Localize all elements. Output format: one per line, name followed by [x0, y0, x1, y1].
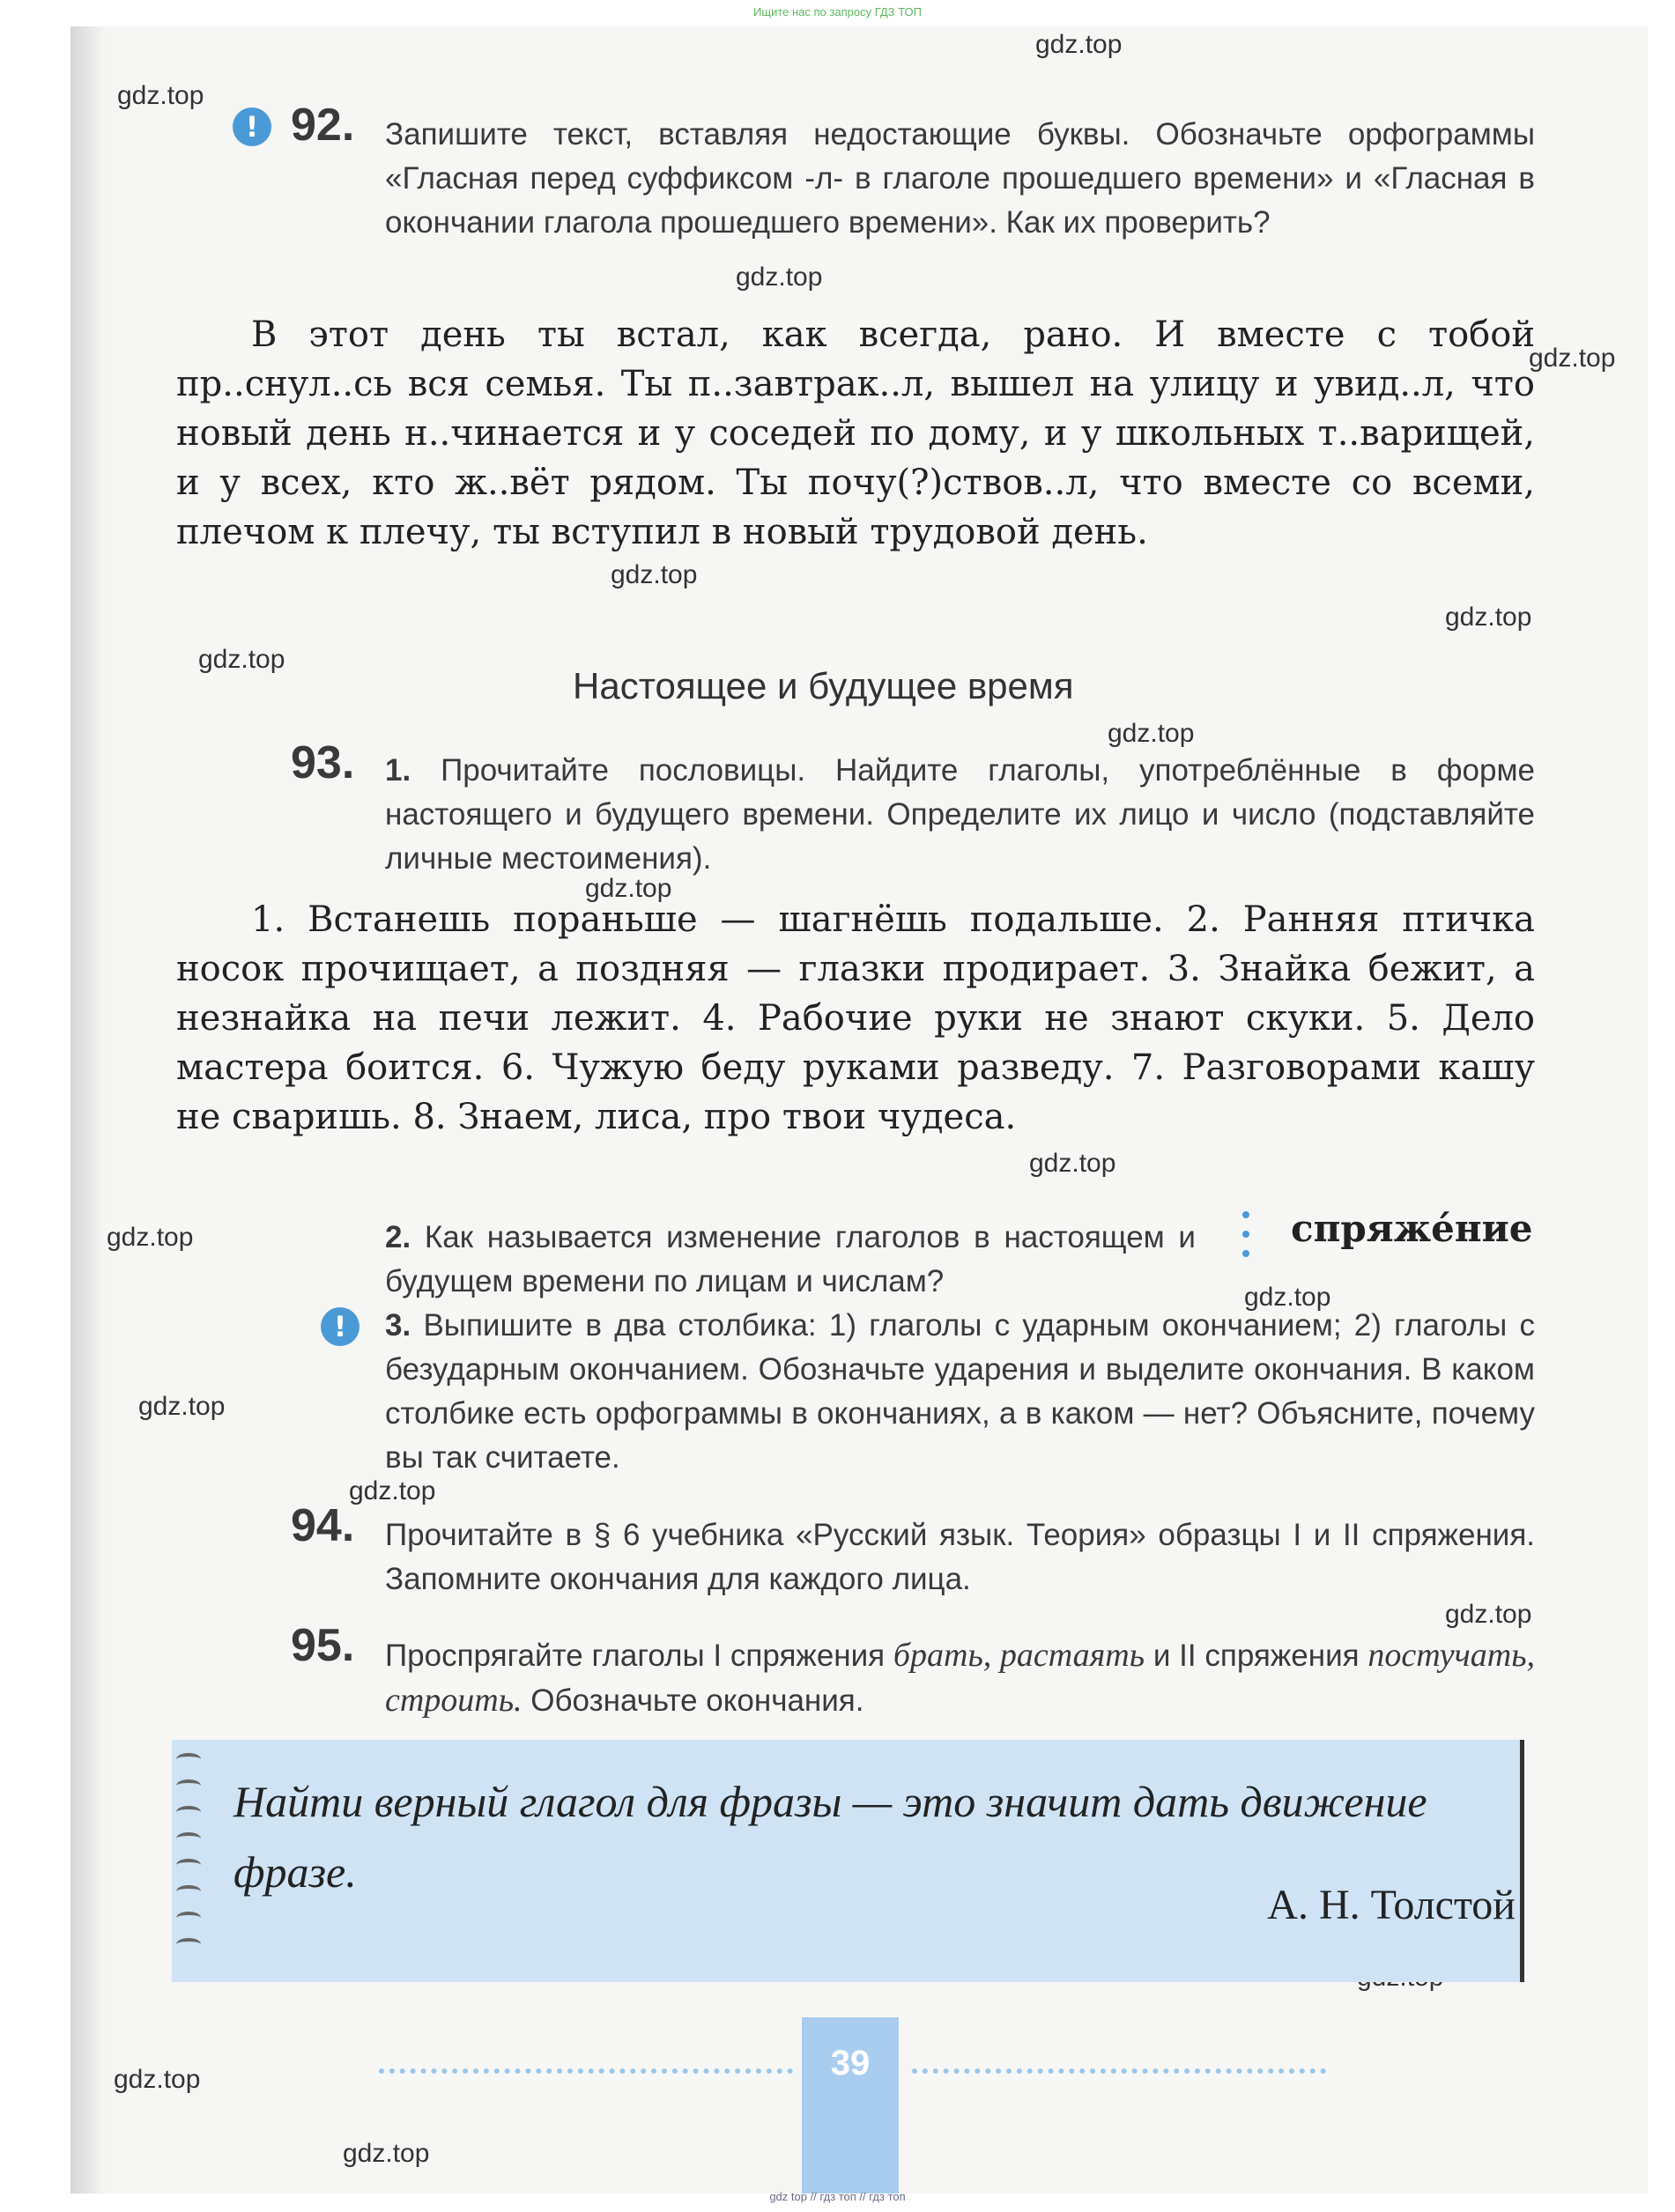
top-note: Ищите нас по запросу ГДЗ ТОП	[753, 5, 922, 18]
task-92-instruction: Запишите текст, вставляя недостающие буквы. Обозначьте орфограммы «Гласная перед суффиксом -л- в глаголе прошедшего времени» и «Гласная в окончании глагола прошедшего времени». Как их проверить?	[385, 117, 1535, 240]
watermark: gdz.top	[343, 2139, 430, 2168]
watermark: gdz.top	[1108, 719, 1195, 748]
part2-text: Как называется изменение глаголов в настоящем и будущем времени по лицам и числам?	[385, 1220, 1196, 1298]
watermark: gdz.top	[611, 560, 698, 589]
watermark: gdz.top	[1445, 603, 1532, 632]
part-number: 3.	[385, 1308, 411, 1343]
spiral-binding-icon	[176, 1753, 211, 1964]
quote-divider	[1520, 1740, 1524, 1982]
verbs-second-conjugation: постучать, строить.	[385, 1637, 1535, 1719]
term-marker	[1242, 1211, 1249, 1269]
section-heading: Настоящее и будущее время	[573, 665, 1074, 707]
task-93-part3	[385, 1304, 1535, 1480]
page-number: 39	[830, 2044, 871, 2083]
task-93-part1	[385, 749, 1535, 881]
watermark: gdz.top	[1529, 344, 1616, 373]
task-number: 95.	[291, 1620, 355, 1671]
proverbs-text: 1. Встанешь пораньше — шагнёшь подальше. 2. Ранняя птичка носок прочищает, а поздняя — глазки продирает. 3. Знайка бежит, а незнайка на печи лежит. 4. Рабочие руки не знают скуки. 5. Дело мастера боится. 6. Чужую беду руками разведу. 7. Разговорами кашу не сваришь. 8. Знаем, лиса, про твои чудеса.	[176, 899, 1535, 1137]
part-number: 1.	[385, 753, 411, 788]
text-part: и II спряжения	[1152, 1639, 1360, 1673]
attention-icon: !	[233, 107, 271, 146]
text-part: Обозначьте окончания.	[530, 1683, 864, 1718]
term-conjugation: спряжéние	[1291, 1207, 1533, 1250]
watermark: gdz.top	[1445, 1600, 1532, 1629]
watermark: gdz.top	[1035, 30, 1123, 59]
quote-author: А. Н. Толстой	[1267, 1882, 1516, 1928]
watermark: gdz.top	[736, 263, 823, 292]
dotted-rule	[379, 2068, 793, 2074]
task-92-text: В этот день ты встал, как всегда, рано. И вместе с тобой пр..снул..сь вся семья. Ты п..завтрак..л, вышел на улицу и увид..л, что новый день н..чинается и у соседей по дому, и у школьных т..варищей, и у всех, кто ж..вёт рядом. Ты почу(?)ствов..л, что вместе со всеми, плечом к плечу, ты вступил в новый трудовой день.	[176, 314, 1535, 552]
part-number: 2.	[385, 1220, 411, 1254]
verbs-first-conjugation: брать, растаять	[893, 1637, 1145, 1674]
text-part: Проспрягайте глаголы I спряжения	[385, 1639, 886, 1673]
page-spine-shadow	[70, 26, 106, 2194]
part1-text: Прочитайте пословицы. Найдите глаголы, употреблённые в форме настоящего и будущего времени. Определите их лицо и число (подставляйте личные местоимения).	[385, 753, 1535, 876]
bottom-note: gdz top // гдз топ // гдз топ	[769, 2190, 906, 2203]
watermark: gdz.top	[198, 645, 285, 674]
task-95-text	[385, 1633, 1535, 1723]
watermark: gdz.top	[585, 874, 672, 903]
watermark: gdz.top	[1244, 1283, 1331, 1312]
watermark: gdz.top	[1029, 1149, 1116, 1178]
task-number: 92.	[291, 100, 355, 151]
part3-text: Выпишите в два столбика: 1) глаголы с ударным окончанием; 2) глаголы с безударным окончанием. Обозначьте ударения и выделите окончания. В каком столбике есть орфограммы в окончаниях, а в каком — нет? Объясните, почему вы так считаете.	[385, 1308, 1535, 1475]
task-94-text: Прочитайте в § 6 учебника «Русский язык. Теория» образцы I и II спряжения. Запомните окончания для каждого лица.	[385, 1518, 1535, 1596]
watermark: gdz.top	[349, 1476, 436, 1505]
task-number: 94.	[291, 1500, 355, 1551]
watermark: gdz.top	[114, 2065, 201, 2094]
attention-icon: !	[321, 1307, 359, 1346]
watermark: gdz.top	[107, 1223, 194, 1252]
watermark: gdz.top	[117, 81, 204, 110]
watermark: gdz.top	[138, 1392, 226, 1421]
quote-text: Найти верный глагол для фразы — это значит дать движение фразе.	[233, 1777, 1427, 1897]
task-number: 93.	[291, 737, 355, 788]
task-93-part2	[385, 1216, 1196, 1304]
dotted-rule	[912, 2068, 1326, 2074]
